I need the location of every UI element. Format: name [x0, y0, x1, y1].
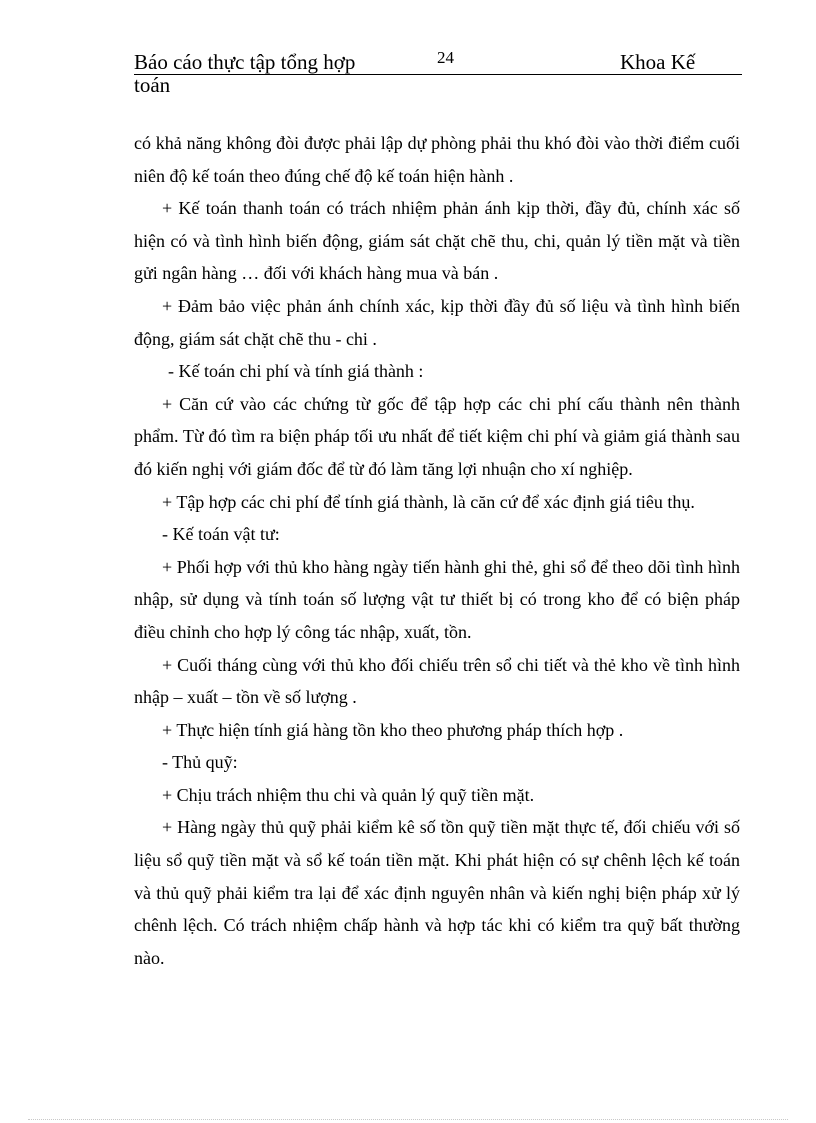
paragraph-materials-coordination: + Phối hợp với thủ kho hàng ngày tiến hành ghi thẻ, ghi sổ để theo dõi tình hình nhập, sử dụng và tính toán số lượng vật tư thiết bị có trong kho để có biện pháp điều chỉnh cho hợp lý công tác nhập, xuất, tồn.	[134, 556, 740, 642]
paragraph-cost-aggregation: + Tập hợp các chi phí để tính giá thành, là căn cứ để xác định giá tiêu thụ.	[162, 491, 695, 512]
paragraph-ensure-reporting: + Đảm bảo việc phản ánh chính xác, kịp thời đầy đủ số liệu và tình hình biến động, giám sát chặt chẽ thu - chi .	[134, 295, 740, 349]
header-report-title: Báo cáo thực tập tổng hợp	[134, 50, 356, 74]
header-department: Khoa Kế	[620, 50, 696, 74]
paragraph-cashier-responsibility: + Chịu trách nhiệm thu chi và quản lý quỹ tiền mặt.	[162, 784, 535, 805]
section-cashier-heading: - Thủ quỹ:	[162, 752, 238, 773]
header-department-wrap: toán	[134, 73, 171, 97]
paragraph-cashier-daily-check: + Hàng ngày thủ quỹ phải kiểm kê số tồn quỹ tiền mặt thực tế, đối chiếu với số liệu sổ quỹ tiền mặt và sổ kế toán tiền mặt. Khi phát hiện có sự chênh lệch kế toán và thủ quỹ phải kiểm tra lại để xác định nguyên nhân và kiến nghị biện pháp xử lý chênh lệch. Có trách nhiệm chấp hành và hợp tác khi có kiểm tra quỹ bất thường nào.	[134, 817, 740, 968]
document-body	[134, 127, 740, 974]
paragraph-continuation: có khả năng không đòi được phải lập dự phòng phải thu khó đòi vào thời điểm cuối niên độ kế toán theo đúng chế độ kế toán hiện hành .	[134, 133, 740, 186]
paragraph-month-end-reconciliation: + Cuối tháng cùng với thủ kho đối chiếu trên sổ chi tiết và thẻ kho về tình hình nhập – xuất – tồn về số lượng .	[134, 654, 740, 708]
page-number: 24	[437, 48, 454, 67]
page-bottom-divider	[28, 1119, 788, 1120]
section-materials-accounting-heading: - Kế toán vật tư:	[162, 524, 280, 545]
section-cost-accounting-heading: - Kế toán chi phí và tính giá thành :	[168, 361, 424, 382]
page-header	[134, 48, 742, 75]
paragraph-inventory-valuation: + Thực hiện tính giá hàng tồn kho theo phương pháp thích hợp .	[162, 719, 624, 740]
paragraph-cost-basis: + Căn cứ vào các chứng từ gốc để tập hợp các chi phí cấu thành nên thành phẩm. Từ đó tìm ra biện pháp tối ưu nhất để tiết kiệm chi phí và giảm giá thành sau đó kiến nghị với giám đốc để từ đó làm tăng lợi nhuận cho xí nghiệp.	[134, 393, 740, 479]
paragraph-payment-accounting: + Kế toán thanh toán có trách nhiệm phản ánh kịp thời, đầy đủ, chính xác số hiện có và tình hình biến động, giám sát chặt chẽ thu, chi, quản lý tiền mặt và tiền gửi ngân hàng … đối với khách hàng mua và bán .	[134, 198, 740, 284]
